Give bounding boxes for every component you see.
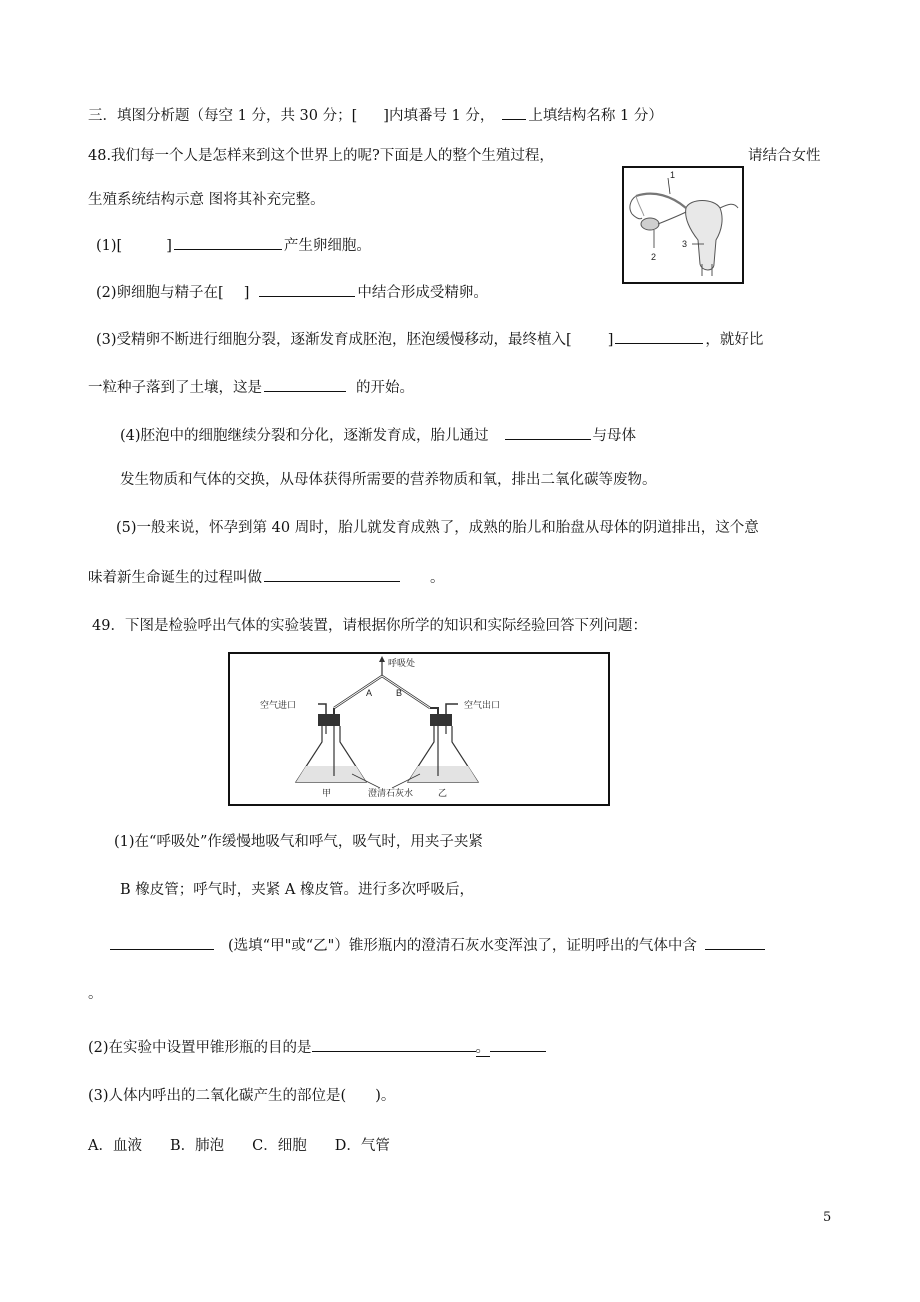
label-breath-point: 呼吸处 (388, 658, 416, 668)
q48-intro-line2 (88, 190, 325, 210)
q48-p4-line2: 发生物质和气体的交换，从母体获得所需要的营养物质和氧，排出二氧化碳等废物。 (120, 472, 657, 488)
label-air-inlet: 空气进口 (260, 700, 297, 710)
q49-intro-text: 49．下图是检验呼出气体的实验装置，请根据你所学的知识和实际经验回答下列问题： (92, 618, 647, 634)
q49-p2-blank2 (490, 1036, 546, 1052)
q49-p1-blank1 (110, 934, 214, 950)
q48-p3-line2-b: 的开始。 (356, 380, 414, 396)
q48-p1-c: 产生卵细胞。 (283, 238, 371, 254)
q48-p1-b: ] (166, 238, 172, 254)
q48-part4-line2 (120, 470, 657, 490)
q49-part1-line3 (110, 934, 765, 956)
q49-p2-a: (2)在实验中设置甲锥形瓶的目的是 (88, 1040, 312, 1056)
q48-p2-blank (259, 281, 355, 297)
q49-part2 (88, 1036, 546, 1058)
q48-p5-line2-a: 味着新生命诞生的过程叫做 (88, 570, 262, 586)
reproductive-diagram-svg (624, 168, 742, 282)
q48-p4-b: 与母体 (592, 428, 637, 444)
q48-p5-line2-b: 。 (430, 570, 445, 586)
q49-options (88, 1136, 390, 1156)
q48-part5 (116, 518, 759, 538)
label-limewater: 澄清石灰水 (368, 788, 414, 798)
q49-p1-b: B 橡皮管；呼气时，夹紧 A 橡皮管。进行多次呼吸后， (120, 882, 474, 898)
q49-intro (92, 616, 647, 636)
q48-p2-b: ] (243, 285, 250, 301)
q49-part1-end (88, 984, 103, 1004)
q48-p3-b: ] (607, 332, 614, 348)
q48-part5-line2 (88, 566, 445, 588)
option-a: A．血液 (88, 1138, 142, 1154)
q48-intro-line1 (88, 146, 554, 166)
q48-part4 (120, 424, 636, 446)
q48-p5: (5)一般来说，怀孕到第 40 周时，胎儿就发育成熟了，成熟的胎儿和胎盘从母体的阴道排出，这个意 (116, 520, 759, 536)
q48-intro-b: 请结合女性 (748, 148, 821, 164)
heading-part-c: 上填结构名称 1 分） (528, 108, 663, 124)
q48-p5-blank (264, 566, 400, 582)
q48-p1-blank (174, 234, 282, 250)
q48-intro-2: 生殖系统结构示意 图将其补充完整。 (88, 192, 325, 208)
q48-p2-c: 中结合形成受精卵。 (357, 285, 488, 301)
page-number: 5 (823, 1210, 832, 1225)
label-tube-b: B (396, 688, 403, 698)
heading-part-b: ]内填番号 1 分， (383, 108, 495, 124)
apparatus-figure (228, 652, 610, 806)
q48-p2-a: (2)卵细胞与精子在[ (96, 285, 224, 301)
q48-part3-line2 (88, 376, 414, 398)
label-flask-yi: 乙 (438, 788, 448, 798)
q48-p1-a: (1)[ (96, 238, 123, 254)
label-tube-a: A (366, 688, 373, 698)
q48-p3-line2-a: 一粒种子落到了土壤，这是 (88, 380, 262, 396)
q48-part1 (96, 234, 371, 256)
label-air-outlet: 空气出口 (464, 700, 501, 710)
apparatus-diagram-svg (230, 654, 608, 804)
heading-part-a: 三．填图分析题（每空 1 分，共 30 分；[ (88, 108, 358, 124)
fig48-label-2: 2 (651, 252, 657, 262)
heading-blank (502, 104, 526, 120)
q49-p2-blank1 (312, 1036, 476, 1052)
q49-p3: (3)人体内呼出的二氧化碳产生的部位是( )。 (88, 1088, 396, 1104)
option-d: D．气管 (334, 1138, 390, 1154)
q48-intro-line1-right (748, 146, 821, 166)
q49-p1-c: (选填“甲"或“乙"）锥形瓶内的澄清石灰水变浑浊了，证明呼出的气体中含 (228, 938, 697, 954)
q49-p1-blank2 (705, 934, 765, 950)
q48-intro-a: 48.我们每一个人是怎样来到这个世界上的呢?下面是人的整个生殖过程， (88, 148, 554, 164)
q48-part3 (96, 328, 763, 350)
q49-part1-line1 (114, 832, 483, 852)
q48-p3-c: ，就好比 (705, 332, 764, 348)
q48-p4-blank (505, 424, 591, 440)
female-reproductive-figure (622, 166, 744, 284)
q49-part1-line2 (120, 880, 474, 900)
q48-p3-a: (3)受精卵不断进行细胞分裂，逐渐发育成胚泡，胚泡缓慢移动，最终植入[ (96, 332, 572, 348)
q49-p2-b: 。 (475, 1040, 491, 1056)
label-flask-jia: 甲 (322, 788, 332, 798)
fig48-label-1: 1 (670, 170, 676, 180)
q49-part3 (88, 1086, 395, 1106)
q48-part2 (96, 281, 488, 303)
fig48-label-3: 3 (682, 239, 688, 249)
option-c: C．细胞 (252, 1138, 307, 1154)
q49-p1-end: 。 (88, 986, 103, 1002)
q49-p1-a: (1)在“呼吸处”作缓慢地吸气和呼气，吸气时，用夹子夹紧 (114, 834, 483, 850)
q48-p3-blank (615, 328, 703, 344)
q48-p4-a: (4)胚泡中的细胞继续分裂和分化，逐渐发育成，胎儿通过 (120, 428, 489, 444)
option-b: B．肺泡 (169, 1138, 225, 1154)
q48-p3-line2-blank (264, 376, 346, 392)
section-heading (88, 104, 663, 126)
